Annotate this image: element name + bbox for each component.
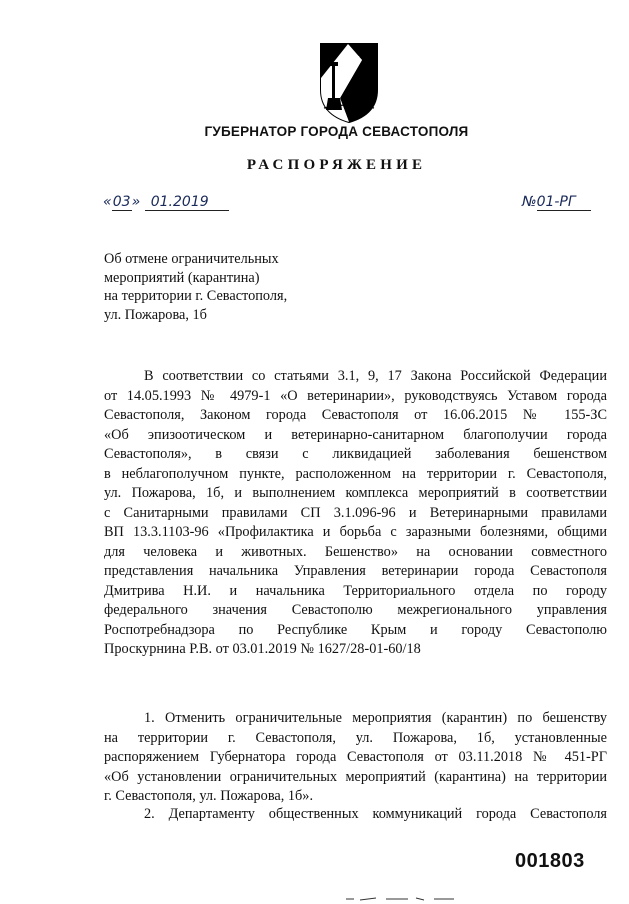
subject-line: на территории г. Севастополя, (104, 288, 288, 305)
text-line: Проскурнина Р.В. от 03.01.2019 № 1627/28-01-60/18 (104, 641, 421, 657)
text-line: 1. Отменить ограничительные мероприятия (карантин) по бешенству (144, 710, 607, 726)
text-line: ВП 13.3.1103-96 «Профилактика и борьба с заразными болезнями, общими (104, 524, 607, 540)
subject-line: Об отмене ограничительных (104, 251, 279, 267)
document-type-title: РАСПОРЯЖЕНИЕ (246, 157, 427, 173)
order-item-2 (104, 805, 607, 825)
subject-line: мероприятий (карантина) (104, 269, 260, 286)
subject-line: ул. Пожарова, 1б (104, 307, 207, 324)
document-date (103, 194, 229, 211)
text-line: для человека и животных. Бешенство» на основании совместного (104, 543, 607, 560)
text-line: «Об эпизоотическом и ветеринарно-санитарном благополучии города (104, 426, 607, 443)
text-line: Дмитрива Н.И. и начальника Территориального отдела по городу (104, 582, 607, 599)
text-line: на территории г. Севастополя, ул. Пожарова, 1б, установленные (104, 729, 607, 746)
cut-off-stamp-mark (346, 897, 456, 901)
text-line: 2. Департаменту общественных коммуникаций города Севастополя (144, 806, 607, 822)
sevastopol-coat-of-arms-icon (318, 38, 380, 124)
number-value: 01-РГ (537, 195, 591, 211)
text-line: от 14.05.1993 № 4979-1 «О ветеринарии», руководствуясь Уставом города (104, 387, 607, 404)
order-item-1 (104, 709, 607, 807)
text-line: распоряжением Губернатора города Севастополя от 03.11.2018 № 451-РГ (104, 749, 607, 765)
date-close-quote: » (131, 194, 141, 210)
text-line: с Санитарными правилами СП 3.1.096-96 и Ветеринарными правилами (104, 504, 607, 521)
text-line: федерального значения Севастополю межрегионального управления (104, 602, 607, 618)
text-line: «Об установлении ограничительных мероприятий (карантина) на территории (104, 768, 607, 785)
date-day: 03 (112, 194, 131, 210)
date-month-year: 01.2019 (145, 195, 229, 211)
text-line: Севастополя», в связи с ликвидацией заболевания бешенством (104, 446, 607, 462)
issuing-authority: ГУБЕРНАТОР ГОРОДА СЕВАСТОПОЛЯ (204, 124, 469, 139)
date-open-quote: « (103, 194, 112, 210)
document-number (522, 194, 591, 211)
text-line: в неблагополучном пункте, расположенном на территории г. Севастополя, (104, 465, 607, 482)
text-line: В соответствии со статьями 3.1, 9, 17 Закона Российской Федерации (144, 368, 607, 384)
text-line: Роспотребнадзора по Республике Крым и городу Севастополю (104, 621, 607, 638)
document-subject (104, 250, 287, 325)
text-line: представления начальника Управления ветеринарии города Севастополя (104, 563, 607, 579)
number-sign: № (522, 194, 537, 210)
text-line: ул. Пожарова, 1б, и выполнением комплекса мероприятий в соответствии (104, 485, 607, 501)
preamble-paragraph (104, 367, 607, 660)
text-line: г. Севастополя, ул. Пожарова, 1б». (104, 788, 314, 804)
serial-number: 001803 (515, 850, 585, 872)
text-line: Севастополя, Законом города Севастополя от 16.06.2015 № 155-ЗС (104, 407, 607, 423)
